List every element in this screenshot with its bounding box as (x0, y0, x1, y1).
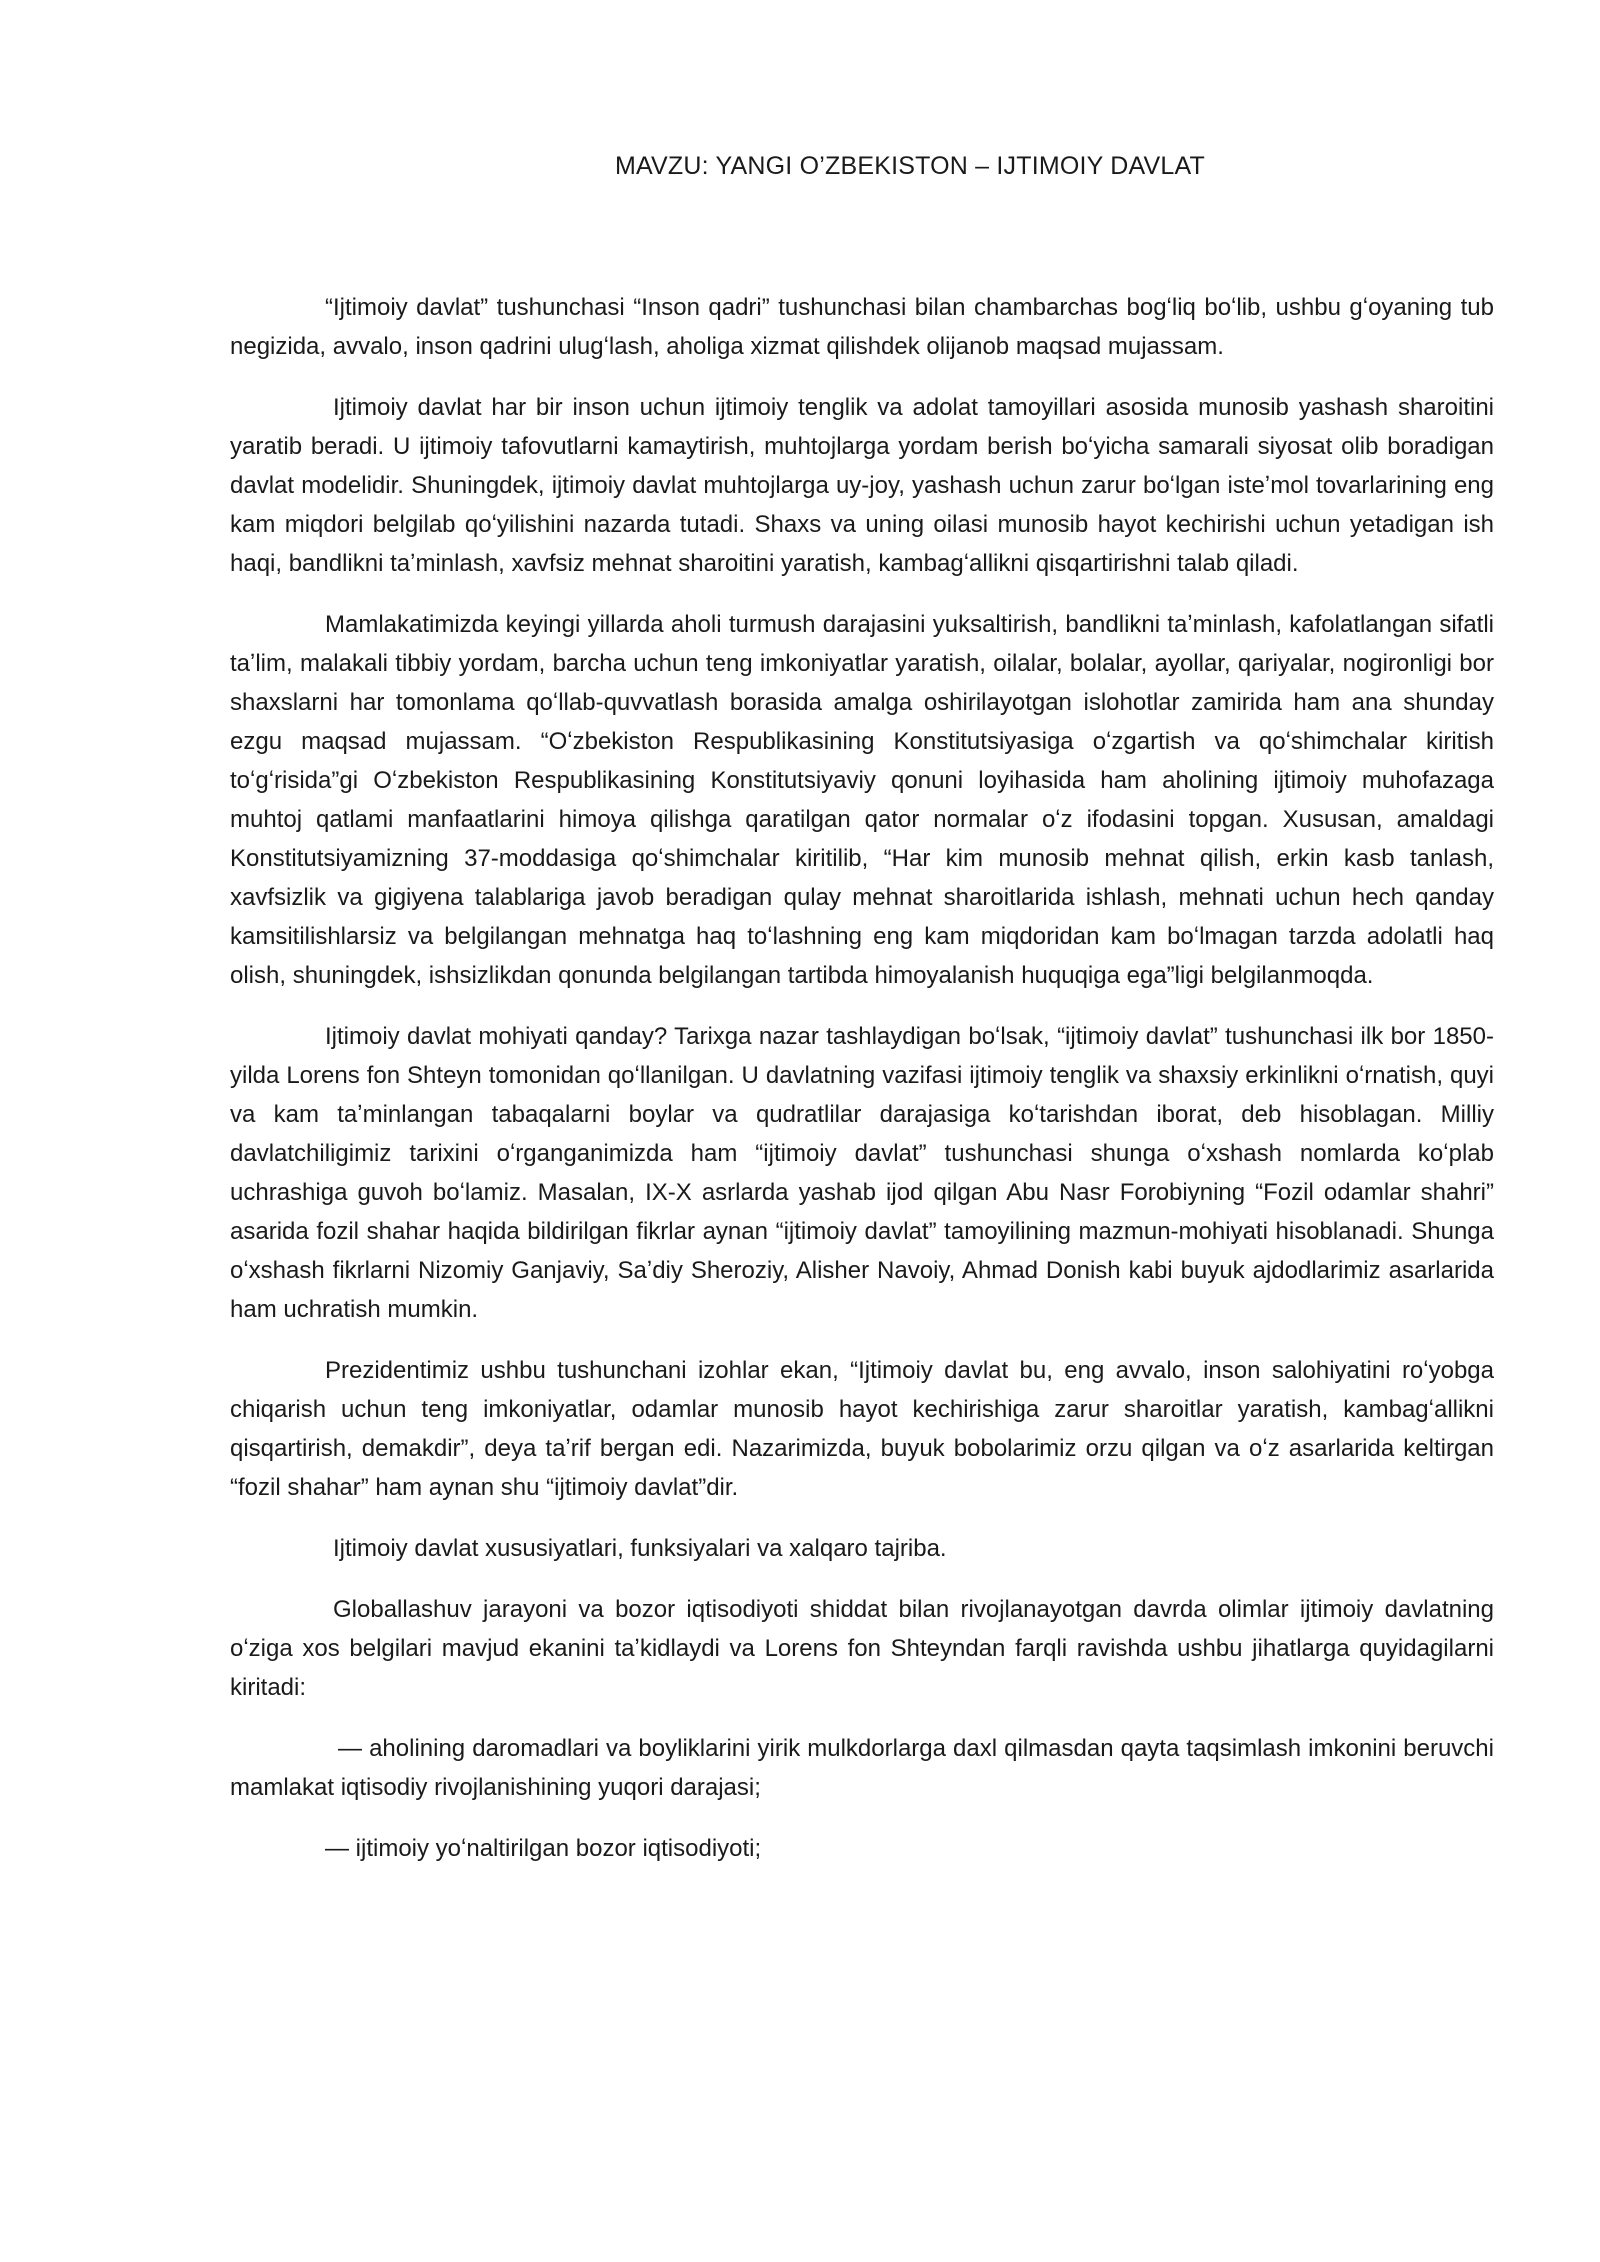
paragraph: Ijtimoiy davlat mohiyati qanday? Tarixga nazar tashlaydigan boʻlsak, “ijtimoiy davlat” tushunchasi ilk bor 1850-yilda Lorens fon Shteyn tomonidan qoʻllanilgan. U davlatning vazifasi ijtimoiy tenglik va shaxsiy erkinlikni oʻrnatish, quyi va kam taʼminlangan tabaqalarni boylar va qudratlilar darajasiga koʻtarishdan iborat, deb hisoblagan. Milliy davlatchiligimiz tarixini oʻrganganimizda ham “ijtimoiy davlat” tushunchasi shunga oʻxshash nomlarda koʻplab uchrashiga guvoh boʻlamiz. Masalan, IX-X asrlarda yashab ijod qilgan Abu Nasr Forobiyning “Fozil odamlar shahri” asarida fozil shahar haqida bildirilgan fikrlar aynan “ijtimoiy davlat” tamoyilining mazmun-mohiyati hisoblanadi. Shunga oʻxshash fikrlarni Nizomiy Ganjaviy, Saʼdiy Sheroziy, Alisher Navoiy, Ahmad Donish kabi buyuk ajdodlarimiz asarlarida ham uchratish mumkin. (230, 1023, 1494, 1323)
section-heading: Ijtimoiy davlat xususiyatlari, funksiyalari va xalqaro tajriba. (333, 1535, 947, 1562)
page-title: MAVZU: YANGI O’ZBEKISTON – IJTIMOIY DAVLAT (615, 152, 1205, 180)
list-item: — aholining daromadlari va boyliklarini yirik mulkdorlarga daxl qilmasdan qayta taqsimlash imkonini beruvchi mamlakat iqtisodiy rivojlanishining yuqori darajasi; (230, 1735, 1494, 1801)
paragraph: Ijtimoiy davlat har bir inson uchun ijtimoiy tenglik va adolat tamoyillari asosida munosib yashash sharoitini yaratib beradi. U ijtimoiy tafovutlarni kamaytirish, muhtojlarga yordam berish boʻyicha samarali siyosat olib boradigan davlat modelidir. Shuningdek, ijtimoiy davlat muhtojlarga uy-joy, yashash uchun zarur boʻlgan isteʼmol tovarlarining eng kam miqdori belgilab qoʻyilishini nazarda tutadi. Shaxs va uning oilasi munosib hayot kechirishi uchun yetadigan ish haqi, bandlikni taʼminlash, xavfsiz mehnat sharoitini yaratish, kambagʻallikni qisqartirishni talab qiladi. (230, 394, 1494, 577)
document-body (230, 288, 1494, 1890)
paragraph: “Ijtimoiy davlat” tushunchasi “Inson qadri” tushunchasi bilan chambarchas bogʻliq boʻlib, ushbu gʻoyaning tub negizida, avvalo, inson qadrini ulugʻlash, aholiga xizmat qilishdek olijanob maqsad mujassam. (230, 294, 1494, 360)
paragraph: Prezidentimiz ushbu tushunchani izohlar ekan, “Ijtimoiy davlat bu, eng avvalo, inson salohiyatini roʻyobga chiqarish uchun teng imkoniyatlar, odamlar munosib hayot kechirishiga zarur sharoitlar yaratish, kambagʻallikni qisqartirish, demakdir”, deya taʼrif bergan edi. Nazarimizda, buyuk bobolarimiz orzu qilgan va oʻz asarlarida keltirgan “fozil shahar” ham aynan shu “ijtimoiy davlat”dir. (230, 1357, 1494, 1501)
paragraph: Mamlakatimizda keyingi yillarda aholi turmush darajasini yuksaltirish, bandlikni taʼminlash, kafolatlangan sifatli taʼlim, malakali tibbiy yordam, barcha uchun teng imkoniyatlar yaratish, oilalar, bolalar, ayollar, qariyalar, nogironligi bor shaxslarni har tomonlama qoʻllab-quvvatlash borasida amalga oshirilayotgan islohotlar zamirida ham ana shunday ezgu maqsad mujassam. “Oʻzbekiston Respublikasining Konstitutsiyasiga oʻzgartish va qoʻshimchalar kiritish toʻgʻrisida”gi Oʻzbekiston Respublikasining Konstitutsiyaviy qonuni loyihasida ham aholining ijtimoiy muhofazaga muhtoj qatlami manfaatlarini himoya qilishga qaratilgan qator normalar oʻz ifodasini topgan. Xususan, amaldagi Konstitutsiyamizning 37-moddasiga qoʻshimchalar kiritilib, “Har kim munosib mehnat qilish, erkin kasb tanlash, xavfsizlik va gigiyena talablariga javob beradigan qulay mehnat sharoitlarida ishlash, mehnati uchun hech qanday kamsitilishlarsiz va belgilangan mehnatga haq toʻlashning eng kam miqdoridan kam boʻlmagan tarzda adolatli haq olish, shuningdek, ishsizlikdan qonunda belgilangan tartibda himoyalanish huquqiga ega”ligi belgilanmoqda. (230, 611, 1494, 989)
list-item: — ijtimoiy yoʻnaltirilgan bozor iqtisodiyoti; (325, 1835, 762, 1862)
paragraph: Globallashuv jarayoni va bozor iqtisodiyoti shiddat bilan rivojlanayotgan davrda olimlar ijtimoiy davlatning oʻziga xos belgilari mavjud ekanini taʼkidlaydi va Lorens fon Shteyndan farqli ravishda ushbu jihatlarga quyidagilarni kiritadi: (230, 1596, 1494, 1701)
